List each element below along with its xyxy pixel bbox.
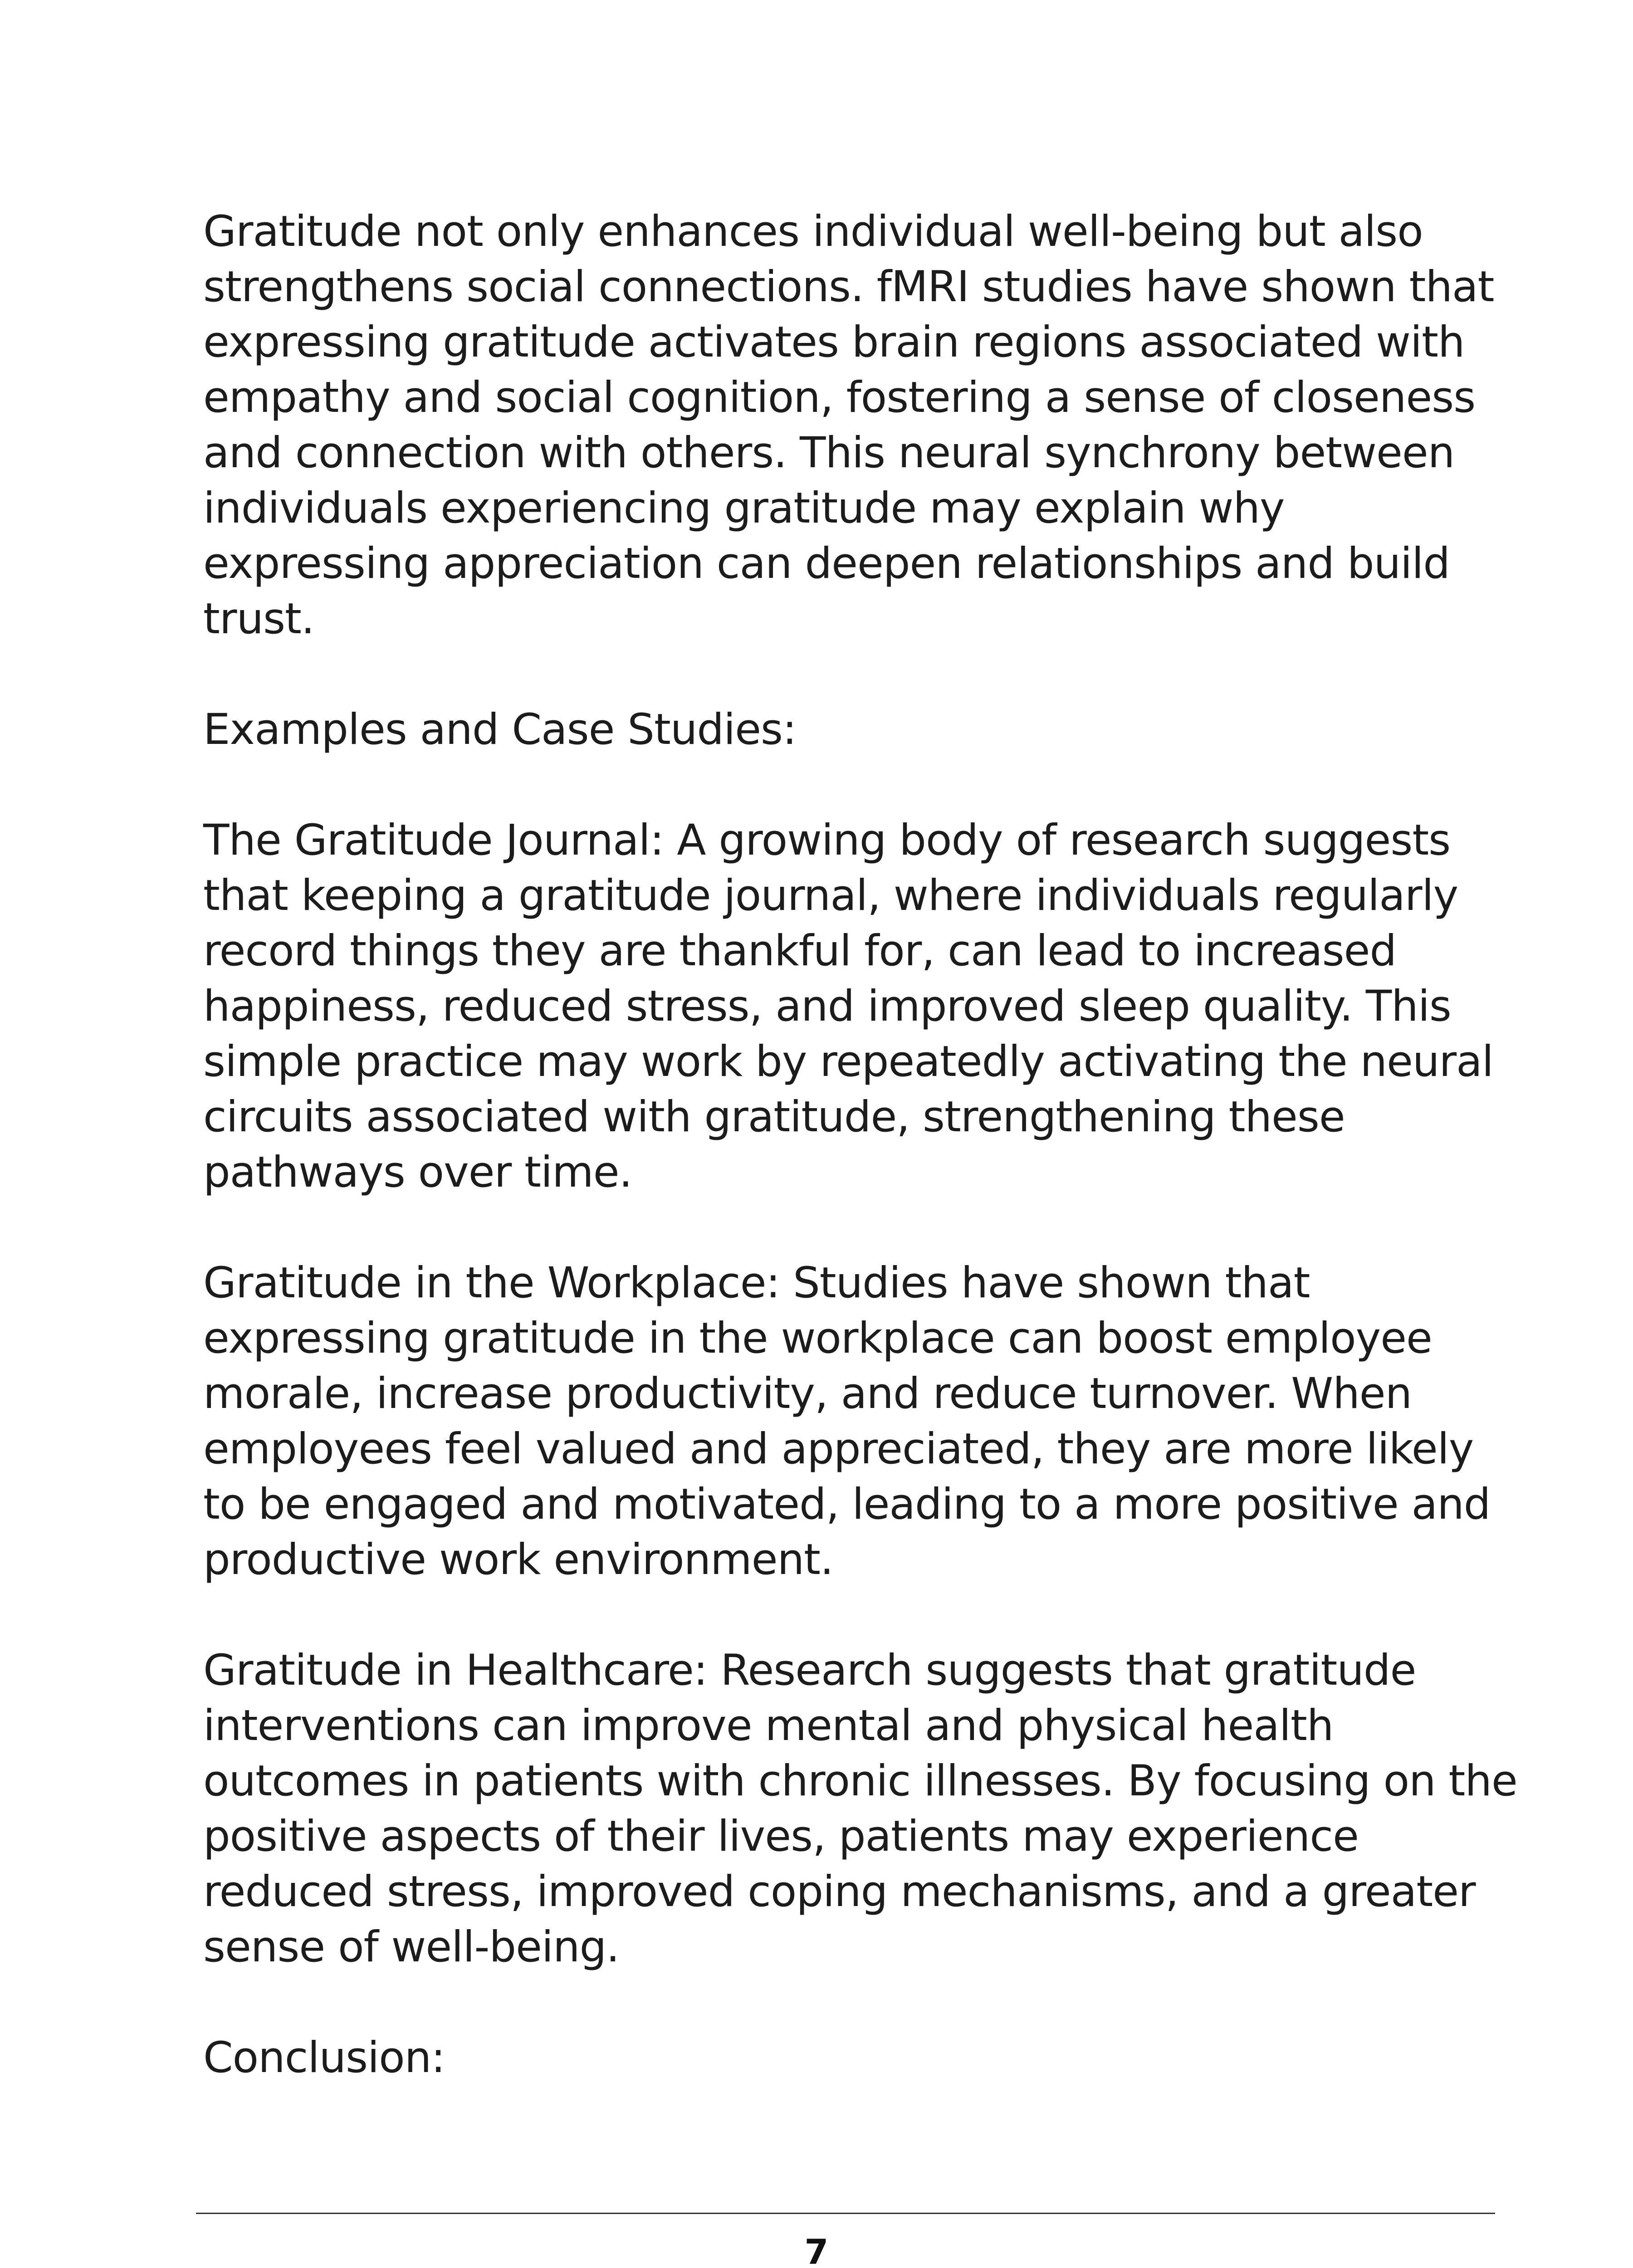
footer-divider [196,2213,1495,2214]
page-number: 7 [804,2232,829,2268]
paragraph-gratitude-journal: The Gratitude Journal: A growing body of research suggests that keeping a gratitude journal, where individuals regularly record things they are thankful for, can lead to increased happiness, reduced stress, and improved sleep quality. This simple practice may work by repeatedly activating the neural circuits associated with gratitude, strengthening these pathways over time. [203,816,1493,1197]
paragraph-social-connections: Gratitude not only enhances individual well-being but also strengthens social connections. fMRI studies have shown that expressing gratitude activates brain regions associated with empathy and social cognition, fostering a sense of closeness and connection with others. This neural synchrony between individuals experiencing gratitude may explain why expressing appreciation can deepen relationships and build trust. [203,207,1494,644]
heading-examples-case-studies: Examples and Case Studies: [203,705,797,754]
heading-conclusion: Conclusion: [203,2033,445,2082]
body-text [203,204,1519,2086]
paragraph-gratitude-healthcare: Gratitude in Healthcare: Research suggests that gratitude interventions can improve mental and physical health outcomes in patients with chronic illnesses. By focusing on the positive aspects of their lives, patients may experience reduced stress, improved coping mechanisms, and a greater sense of well-being. [203,1646,1517,1972]
paragraph-gratitude-workplace: Gratitude in the Workplace: Studies have shown that expressing gratitude in the workplace can boost employee morale, increase productivity, and reduce turnover. When employees feel valued and appreciated, they are more likely to be engaged and motivated, leading to a more positive and productive work environment. [203,1258,1491,1584]
